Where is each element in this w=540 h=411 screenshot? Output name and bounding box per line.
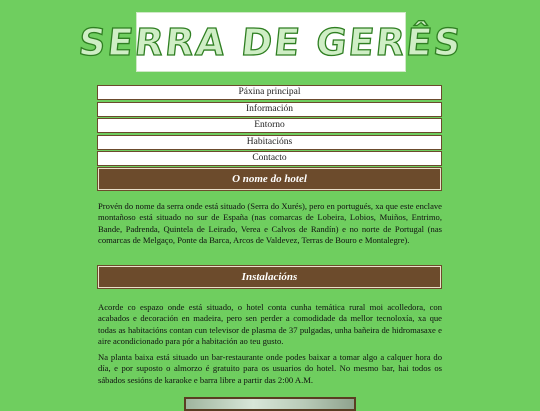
site-logo[interactable]: [77, 12, 465, 72]
section-header-facilities: Instalacións: [98, 266, 441, 288]
nav-item-information[interactable]: Información: [97, 102, 442, 117]
hotel-photo: [184, 397, 356, 411]
nav-item-surroundings[interactable]: Entorno: [97, 118, 442, 133]
nav-item-contact[interactable]: Contacto: [97, 151, 442, 166]
paragraph-facilities-1: Acorde co espazo onde está situado, o hotel conta cunha temática rural moi acolledora, con acabados e decoración en madeira, pero sen perder a comodidade da mellor tecnoloxía, xa que todas as habitacións contan cun televisor de plasma de 37 pulgadas, unha bañeira de hidromasaxe e aire acondicionado para pór a habitación ao teu gusto.: [98, 302, 442, 347]
main-nav: [97, 85, 442, 168]
nav-item-home[interactable]: Páxina principal: [97, 85, 442, 100]
section-header-hotel-name: O nome do hotel: [98, 168, 441, 190]
nav-item-rooms[interactable]: Habitacións: [97, 135, 442, 150]
logo-text: SERRA DE GERÊS: [77, 20, 465, 64]
paragraph-facilities-2: Na planta baixa está situado un bar-restaurante onde podes baixar a tomar algo a calquer hora do día, e por suposto o almorzo é gratuito para os usuarios do hotel. No mesmo bar, hai todos os sábados sesións de karaoke e barra libre a partir das 2:00 A.M.: [98, 352, 442, 385]
paragraph-hotel-name: Provén do nome da serra onde está situado (Serra do Xurés), pero en portugués, xa que este enclave montañoso está situado no sur de España (nas comarcas de Lobeira, Lobios, Muiños, Entrimo, Bande, Padrenda, Quintela de Leirado, Verea e Calvos de Randín) e no norte de Portugal (nas comarcas de Melgaço, Ponte da Barca, Arcos de Valdevez, Terras de Bouro e Montalegre).: [98, 201, 442, 246]
